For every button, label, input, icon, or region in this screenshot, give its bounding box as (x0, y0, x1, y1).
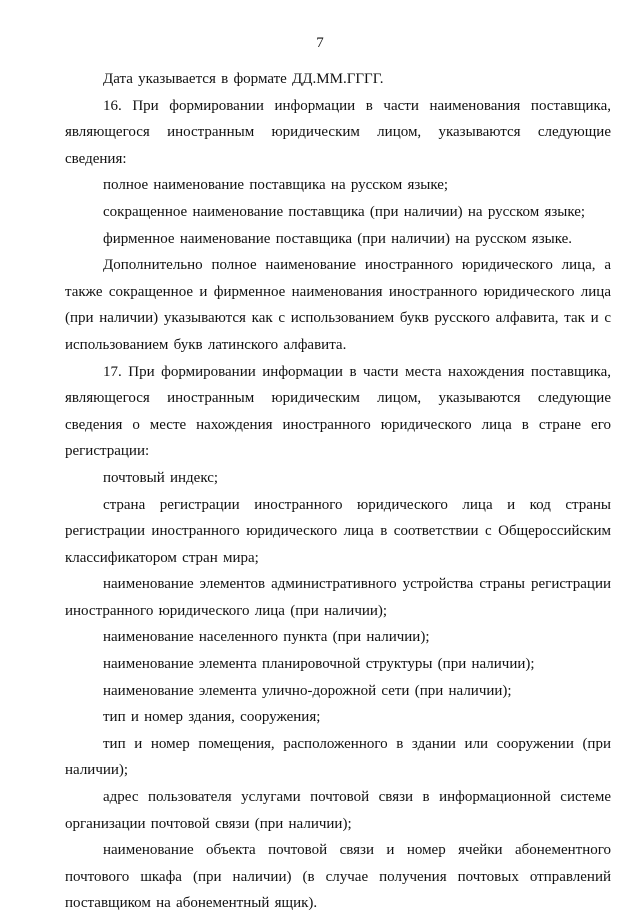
list-item-building: тип и номер здания, сооружения; (103, 709, 321, 726)
page-number: 7 (316, 35, 324, 51)
paragraph-17-heading: 17. При формировании информации в части места нахождения поставщика, являющегося иностранным юридическим лицом, указываются следующие сведения о месте нахождения иностранного юридического лица в стране его регистрации: (65, 363, 611, 460)
list-item-brand-name: фирменное наименование поставщика (при наличии) на русском языке. (103, 230, 573, 247)
paragraph-additional-alphabet: Дополнительно полное наименование иностранного юридического лица, а также сокращенное и фирменное наименования иностранного юридического лица (при наличии) указываются как с использованием букв русского алфавита, так и с использованием букв латинского алфавита. (65, 257, 611, 353)
list-item-road-network: наименование элемента улично-дорожной сети (при наличии); (103, 682, 512, 699)
list-item-full-name: полное наименование поставщика на русском языке; (103, 177, 449, 194)
list-item-settlement: наименование населенного пункта (при наличии); (103, 629, 430, 646)
paragraph-16-heading: 16. При формировании информации в части наименования поставщика, являющегося иностранным юридическим лицом, указываются следующие сведения: (65, 97, 611, 167)
list-item-postal-code: почтовый индекс; (103, 469, 219, 486)
list-item-postal-user-address: адрес пользователя услугами почтовой связи в информационной системе организации почтовой связи (при наличии); (65, 789, 611, 832)
list-item-registration-country: страна регистрации иностранного юридического лица и код страны регистрации иностранного юридического лица в соответствии с Общероссийским классификатором стран мира; (65, 496, 611, 566)
list-item-short-name: сокращенное наименование поставщика (при наличии) на русском языке; (103, 203, 586, 220)
list-item-premises: тип и номер помещения, расположенного в здании или сооружении (при наличии); (65, 735, 611, 779)
list-item-administrative-elements: наименование элементов административного устройства страны регистрации иностранного юридического лица (при наличии); (65, 576, 611, 619)
paragraph-date-format: Дата указывается в формате ДД.ММ.ГГГГ. (103, 71, 384, 87)
list-item-post-office-box: наименование объекта почтовой связи и номер ячейки абонементного почтового шкафа (при наличии) (в случае получения почтовых отправлений поставщиком на абонементный ящик). (65, 842, 611, 912)
list-item-planning-structure: наименование элемента планировочной структуры (при наличии); (103, 656, 535, 673)
document-body (65, 66, 611, 917)
